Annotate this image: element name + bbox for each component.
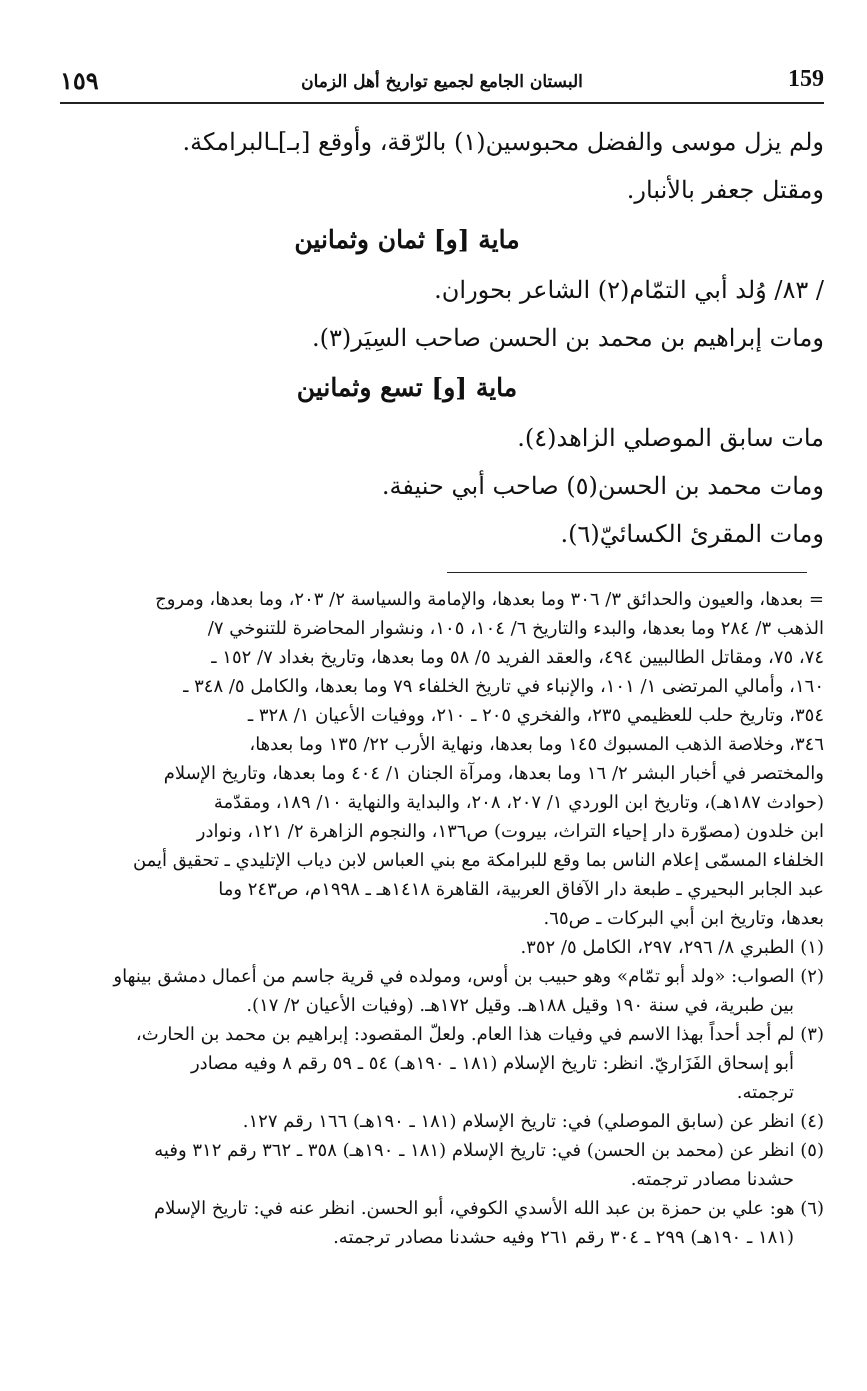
text-line: ولم يزل موسى والفضل محبوسين(١) بالرّقة، وأوقع [بـ]ـالبرامكة.	[182, 128, 824, 156]
page-number-arabic: ١٥٩	[60, 66, 99, 95]
text-line: مات سابق الموصلي الزاهد(٤).	[517, 424, 824, 452]
footnote-2-cont: بين طبرية، في سنة ١٩٠ وقيل ١٨٨هـ. وقيل ١٧٢هـ. (وفيات الأعيان ٢/ ١٧).	[246, 995, 794, 1016]
footnote-line: بعدها، وتاريخ ابن أبي البركات ـ ص٦٥.	[543, 908, 824, 929]
text-line: ومات إبراهيم بن محمد بن الحسن صاحب السِيَر(٣).	[312, 324, 824, 352]
footnote-divider	[447, 572, 807, 573]
footnote-4: (٤) انظر عن (سابق الموصلي) في: تاريخ الإسلام (١٨١ ـ ١٩٠هـ) ١٦٦ رقم ١٢٧.	[242, 1111, 824, 1132]
footnote-line: = بعدها، والعيون والحدائق ٣/ ٣٠٦ وما بعدها، والإمامة والسياسة ٢/ ٢٠٣، وما بعدها، ومروج	[155, 589, 824, 610]
footnote-line: الخلفاء المسمّى إعلام الناس بما وقع للبرامكة مع بني العباس لابن دياب الإتليدي ـ تحقيق أيمن	[132, 850, 824, 871]
footnote-line: الذهب ٣/ ٢٨٤ وما بعدها، والبدء والتاريخ ٦/ ١٠٤، ١٠٥، ونشوار المحاضرة للتنوخي ٧/	[207, 618, 824, 639]
footnote-3-cont: أبو إسحاق الفَزَاريّ. انظر: تاريخ الإسلام (١٨١ ـ ١٩٠هـ) ٥٤ ـ ٥٩ رقم ٨ وفيه مصادر	[190, 1053, 794, 1074]
footnote-6-cont: (١٨١ ـ ١٩٠هـ) ٢٩٩ ـ ٣٠٤ رقم ٢٦١ وفيه حشدنا مصادر ترجمته.	[333, 1227, 794, 1248]
footnote-3: (٣) لم أجد أحداً بهذا الاسم في وفيات هذا العام. ولعلّ المقصود: إبراهيم بن محمد بن الحارث،	[135, 1024, 824, 1045]
footnote-line: ٣٥٤، وتاريخ حلب للعظيمي ٢٣٥، والفخري ٢٠٥ ـ ٢١٠، ووفيات الأعيان ١/ ٣٢٨ ـ	[247, 705, 824, 726]
footnote-5: (٥) انظر عن (محمد بن الحسن) في: تاريخ الإسلام (١٨١ ـ ١٩٠هـ) ٣٥٨ ـ ٣٦٢ رقم ٣١٢ وفيه	[154, 1140, 824, 1161]
text-line: ومات المقرئ الكسائيّ(٦).	[560, 520, 824, 548]
footnote-line: ٧٤، ٧٥، ومقاتل الطالبيين ٤٩٤، والعقد الفريد ٥/ ٥٨ وما بعدها، وتاريخ بغداد ٧/ ١٥٢ ـ	[211, 647, 824, 668]
year-heading: ماية [و] ثمان وثمانين	[294, 225, 520, 254]
page-number-latin: 159	[788, 66, 824, 92]
footnotes	[60, 585, 824, 1252]
footnote-line: (حوادث ١٨٧هـ)، وتاريخ ابن الوردي ١/ ٢٠٧، ٢٠٨، والبداية والنهاية ١٠/ ١٨٩، ومقدّمة	[213, 792, 824, 813]
footnote-line: ٣٤٦، وخلاصة الذهب المسبوك ١٤٥ وما بعدها، ونهاية الأرب ٢٢/ ١٣٥ وما بعدها،	[249, 734, 824, 755]
page-header	[60, 60, 824, 104]
footnote-line: ابن خلدون (مصوّرة دار إحياء التراث، بيروت) ص١٣٦، والنجوم الزاهرة ٢/ ١٢١، ونوادر	[196, 821, 824, 842]
footnote-6: (٦) هو: علي بن حمزة بن عبد الله الأسدي الكوفي، أبو الحسن. انظر عنه في: تاريخ الإسلام	[153, 1198, 824, 1219]
main-text	[60, 118, 824, 558]
footnote-1: (١) الطبري ٨/ ٢٩٦، ٢٩٧، الكامل ٥/ ٣٥٢.	[520, 937, 824, 958]
year-heading: ماية [و] تسع وثمانين	[296, 373, 518, 402]
footnote-3-cont: ترجمته.	[736, 1082, 794, 1103]
text-line: ومقتل جعفر بالأنبار.	[626, 176, 824, 204]
footnote-line: عبد الجابر البحيري ـ طبعة دار الآفاق العربية، القاهرة ١٤١٨هـ ـ ١٩٩٨م، ص٢٤٣ وما	[218, 879, 824, 900]
text-line: ومات محمد بن الحسن(٥) صاحب أبي حنيفة.	[381, 472, 824, 500]
running-title: البستان الجامع لجميع تواريخ أهل الزمان	[301, 72, 583, 92]
footnote-line: ١٦٠، وأمالي المرتضى ١/ ١٠١، والإنباء في تاريخ الخلفاء ٧٩ وما بعدها، والكامل ٥/ ٣٤٨ ـ	[183, 676, 824, 697]
footnote-5-cont: حشدنا مصادر ترجمته.	[630, 1169, 794, 1190]
footnote-line: والمختصر في أخبار البشر ٢/ ١٦ وما بعدها، ومرآة الجنان ١/ ٤٠٤ وما بعدها، وتاريخ الإسلام	[163, 763, 824, 784]
text-line: / ٨٣/ وُلد أبي التمّام(٢) الشاعر بحوران.	[434, 276, 824, 304]
footnote-2: (٢) الصواب: «ولد أبو تمّام» وهو حبيب بن أوس، ومولده في قرية جاسم من أعمال دمشق بينهاو	[113, 966, 824, 987]
